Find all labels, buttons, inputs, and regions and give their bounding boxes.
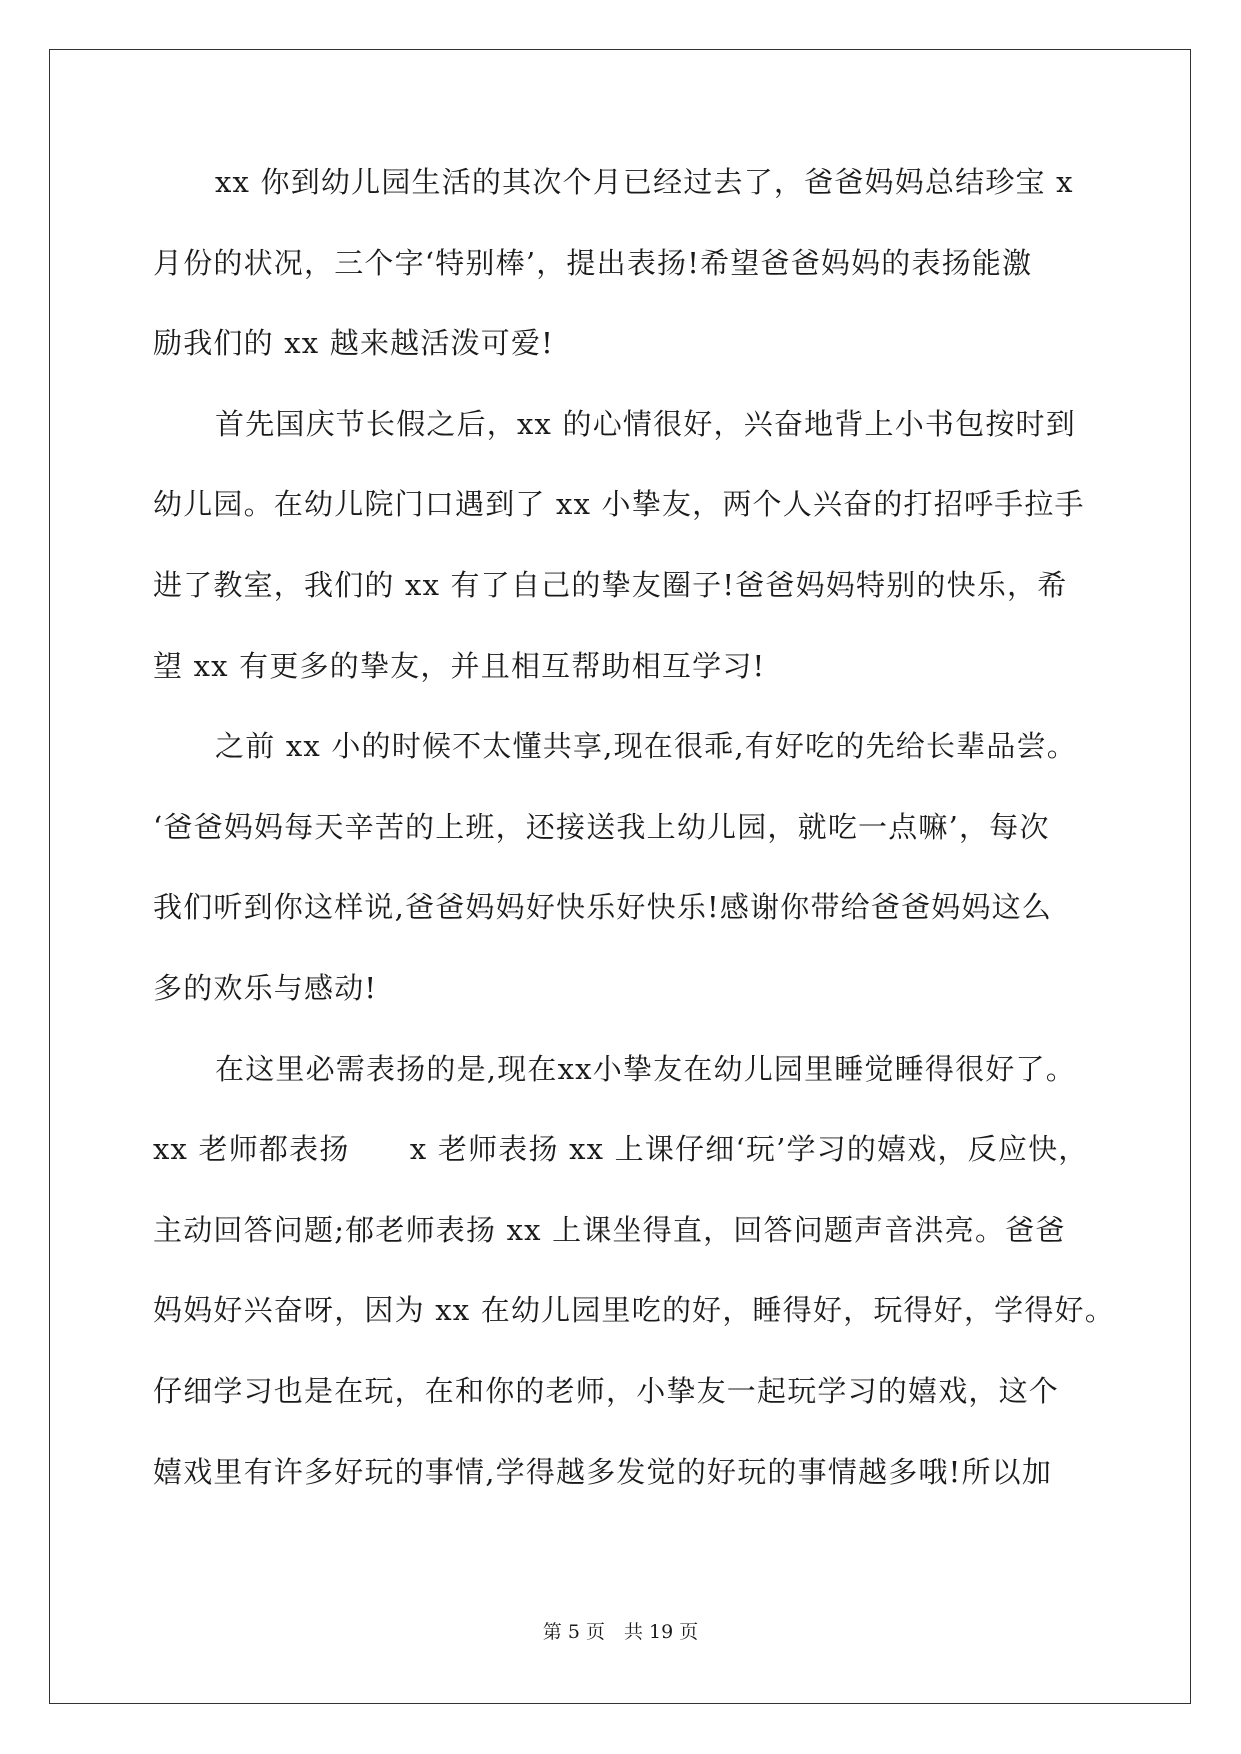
page-number-footer: 第 5 页 共 19 页 (542, 1621, 699, 1643)
text-line: 月份的状况，三个字‘特别棒’，提出表扬!希望爸爸妈妈的表扬能激 (153, 245, 1033, 280)
text-line: 我们听到你这样说,爸爸妈妈好快乐好快乐!感谢你带给爸爸妈妈这么 (153, 890, 1053, 925)
text-line: 妈妈好兴奋呀，因为 xx 在幼儿园里吃的好，睡得好，玩得好，学得好。 (153, 1293, 1115, 1328)
text-line: ‘爸爸妈妈每天辛苦的上班，还接送我上幼儿园，就吃一点嘛’，每次 (153, 809, 1050, 844)
text-line: 仔细学习也是在玩，在和你的老师，小挚友一起玩学习的嬉戏，这个 (153, 1373, 1060, 1408)
text-line: 在这里必需表扬的是,现在xx小挚友在幼儿园里睡觉睡得很好了。 (215, 1051, 1076, 1086)
text-line: 进了教室，我们的 xx 有了自己的挚友圈子!爸爸妈妈特别的快乐，希 (153, 567, 1068, 602)
text-line: 首先国庆节长假之后，xx 的心情很好，兴奋地背上小书包按时到 (215, 406, 1076, 441)
document-body (153, 162, 1115, 1532)
text-line: 望 xx 有更多的挚友，并且相互帮助相互学习! (153, 648, 766, 683)
text-line: 之前 xx 小的时候不太懂共享,现在很乖,有好吃的先给长辈品尝。 (215, 729, 1077, 764)
text-line: xx 你到幼儿园生活的其次个月已经过去了，爸爸妈妈总结珍宝 x (215, 165, 1074, 199)
text-line: 主动回答问题;郁老师表扬 xx 上课坐得直，回答问题声音洪亮。爸爸 (153, 1212, 1066, 1247)
text-line: 多的欢乐与感动! (153, 970, 378, 1005)
text-line: xx 老师都表扬 x 老师表扬 xx 上课仔细‘玩’学习的嬉戏，反应快， (153, 1132, 1089, 1167)
text-line: 嬉戏里有许多好玩的事情,学得越多发觉的好玩的事情越多哦!所以加 (153, 1454, 1053, 1489)
text-line: 励我们的 xx 越来越活泼可爱! (153, 326, 555, 361)
text-line: 幼儿园。在幼儿院门口遇到了 xx 小挚友，两个人兴奋的打招呼手拉手 (153, 487, 1085, 522)
